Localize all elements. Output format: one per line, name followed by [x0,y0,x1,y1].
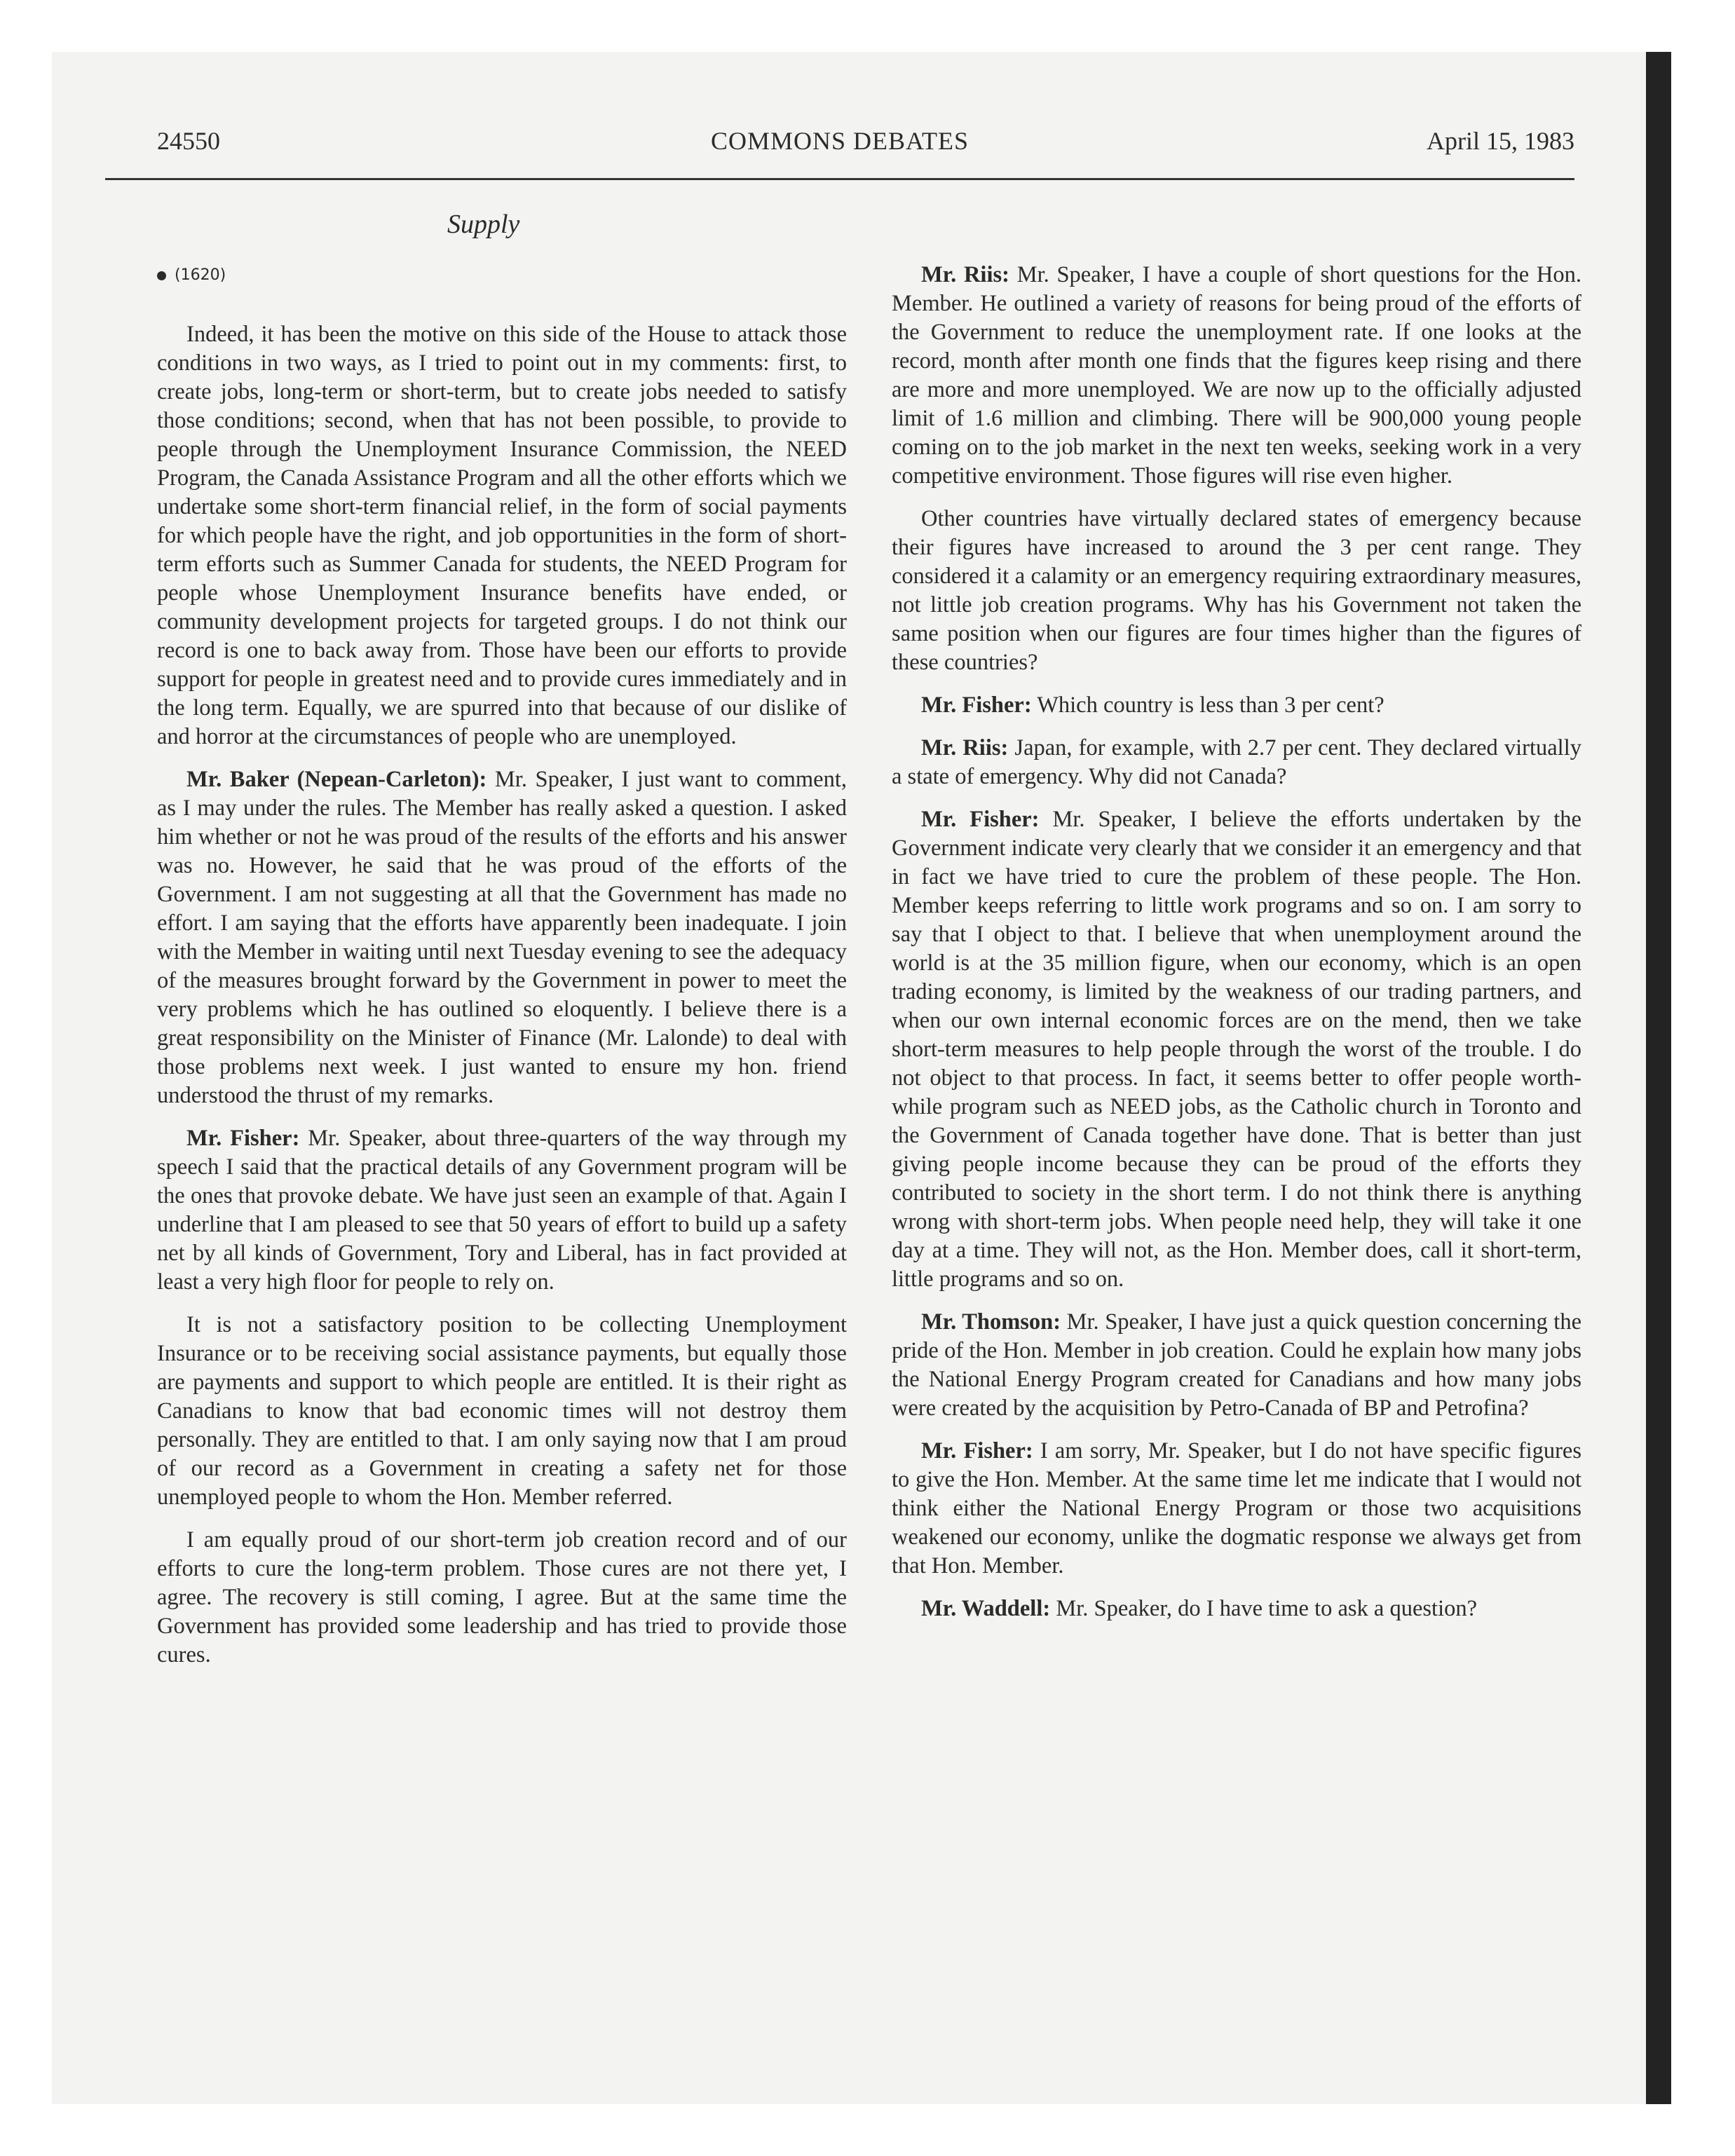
paragraph-text: I am sorry, Mr. Speaker, but I do not have specific figures to give the Hon. Member. At the same time let me indicate that I would not think either the National Energy Program or those two acquisitions weakened our economy, unlike the dogmatic response we always get from that Hon. Member. [892,1438,1581,1578]
time-marker-label: (1620) [175,266,226,284]
paragraph [892,734,1581,791]
paragraph-text: Mr. Speaker, do I have time to ask a question? [1050,1596,1478,1621]
left-column [157,261,847,1684]
paragraph-text: I am equally proud of our short-term job creation record and of our efforts to cure the long-term problem. Those cures are not there yet, I agree. The recovery is still coming, I agree. But at the same time the Government has provided some leadership and has tried to provide those cures. [157,1527,847,1667]
section-title: Supply [447,210,520,239]
paragraph-text: Japan, for example, with 2.7 per cent. They declared virtually a state of emergency. Why did not Canada? [892,735,1581,789]
page-number: 24550 [157,127,220,155]
time-marker [157,261,847,289]
speaker-name: Mr. Thomson: [921,1309,1061,1335]
speaker-name: Mr. Fisher: [186,1126,300,1151]
speaker-name: Mr. Fisher: [921,692,1032,718]
paragraph [157,320,847,751]
paragraph [892,1595,1581,1623]
paragraph-text: Mr. Speaker, I just want to comment, as I may under the rules. The Member has really asked a question. I asked him whether or not he was proud of the results of the efforts and his answer was no. However, he said that he was proud of the efforts of the Government. I am not suggesting at all that the Government has made no effort. I am saying that the efforts have apparently been inadequate. I join with the Member in waiting until next Tuesday evening to see the adequacy of the measures brought forward by the Government in power to meet the very problems which he has outlined so eloquently. I believe there is a great responsibility on the Minister of Finance (Mr. Lalonde) to deal with those problems next week. I just wanted to ensure my hon. friend understood the thrust of my remarks. [157,767,847,1108]
paragraph [157,765,847,1110]
speaker-name: Mr. Waddell: [921,1596,1051,1621]
running-header [105,123,1574,180]
paragraph-text: Mr. Speaker, I have just a quick question concerning the pride of the Hon. Member in job creation. Could he explain how many jobs the National Energy Program created for Canadians and how many jobs were created by the acquisition by Petro-Canada of BP and Petrofina? [892,1309,1581,1421]
paragraph-text: Indeed, it has been the motive on this side of the House to attack those conditions in two ways, as I tried to point out in my comments: first, to create jobs, long-term or short-term, but to create jobs needed to satisfy those conditions; second, when that has not been possible, to provide to people through the Unemployment Insurance Commission, the NEED Program, the Canada Assistance Program and all the other efforts which we undertake some short-term financial relief, in the form of social payments for which people have the right, and job opportunities in the form of short-term efforts such as Summer Canada for students, the NEED Program for people whose Unemployment Insurance benefits have ended, or community development projects for targeted groups. I do not think our record is one to back away from. Those have been our efforts to provide support for people in greatest need and to provide cures immediately and in the long term. Equally, we are spurred into that because of our dislike of and horror at the circumstances of people who are unemployed. [157,322,847,749]
paragraph-text: Other countries have virtually declared states of emergency because their figures have increased to around the 3 per cent range. They considered it a calamity or an emergency requiring extraordinary measures, not little job creation programs. Why has his Government not taken the same position when our figures are four times higher than the figures of these countries? [892,506,1581,675]
header-date: April 15, 1983 [1427,127,1574,155]
speaker-name: Mr. Baker (Nepean-Carleton): [186,767,487,792]
speaker-name: Mr. Fisher: [921,807,1040,832]
paragraph [157,1124,847,1297]
speaker-name: Mr. Fisher: [921,1438,1033,1464]
scan-edge-shadow [1646,52,1671,2104]
paragraph [892,805,1581,1294]
right-column [892,261,1581,1637]
paragraph-text: Which country is less than 3 per cent? [1031,692,1384,718]
paragraph [157,1311,847,1512]
paragraph-text: Mr. Speaker, I believe the efforts undertaken by the Government indicate very clearly that we consider it an emergency and that in fact we have tried to cure the problem of these people. The Hon. Member keeps referring to little work programs and so on. I am sorry to say that I object to that. I believe that when unemployment around the world is at the 35 million figure, when our economy, which is an open trading economy, is limited by the weakness of our trading partners, and when our own internal economic forces are on the mend, then we take short-term measures to help people through the worst of the trouble. I do not object to that process. In fact, it seems better to offer people worth-while program such as NEED jobs, as the Catholic church in Toronto and the Government of Canada together have done. That is better than just giving people income because they can be proud of the efforts they contributed to society in the short term. I do not think there is anything wrong with short-term jobs. When people need help, they will take it one day at a time. They will not, as the Hon. Member does, call it short-term, little programs and so on. [892,807,1581,1292]
paragraph [892,1308,1581,1423]
paragraph [892,691,1581,720]
paragraph [892,505,1581,677]
publication-title: COMMONS DEBATES [710,127,969,155]
paragraph-text: Mr. Speaker, about three-quarters of the way through my speech I said that the practical details of any Government program will be the ones that provoke debate. We have just seen an example of that. Again I underline that I am pleased to see that 50 years of effort to build up a safety net by all kinds of Government, Tory and Liberal, has in fact provided at least a very high floor for people to rely on. [157,1126,847,1295]
paragraph [892,1437,1581,1581]
speaker-name: Mr. Riis: [921,262,1009,287]
speaker-name: Mr. Riis: [921,735,1009,760]
paragraph [157,1526,847,1670]
paragraph [892,261,1581,491]
bullet-icon [157,271,166,280]
paragraph-text: It is not a satisfactory position to be collecting Unemployment Insurance or to be receiving social assistance payments, but equally those are payments and support to which people are entitled. It is their right as Canadians to know that bad economic times will not destroy them personally. They are entitled to that. I am only saying now that I am proud of our record as a Government in creating a safety net for those unemployed people to whom the Hon. Member referred. [157,1312,847,1510]
paragraph-text: Mr. Speaker, I have a couple of short questions for the Hon. Member. He outlined a variety of reasons for being proud of the efforts of the Government to reduce the unemployment rate. If one looks at the record, month after month one finds that the figures keep rising and there are more and more unemployed. We are now up to the officially adjusted limit of 1.6 million and climbing. There will be 900,000 young people coming on to the job market in the next ten weeks, seeking work in a very competitive environment. Those figures will rise even higher. [892,262,1581,489]
